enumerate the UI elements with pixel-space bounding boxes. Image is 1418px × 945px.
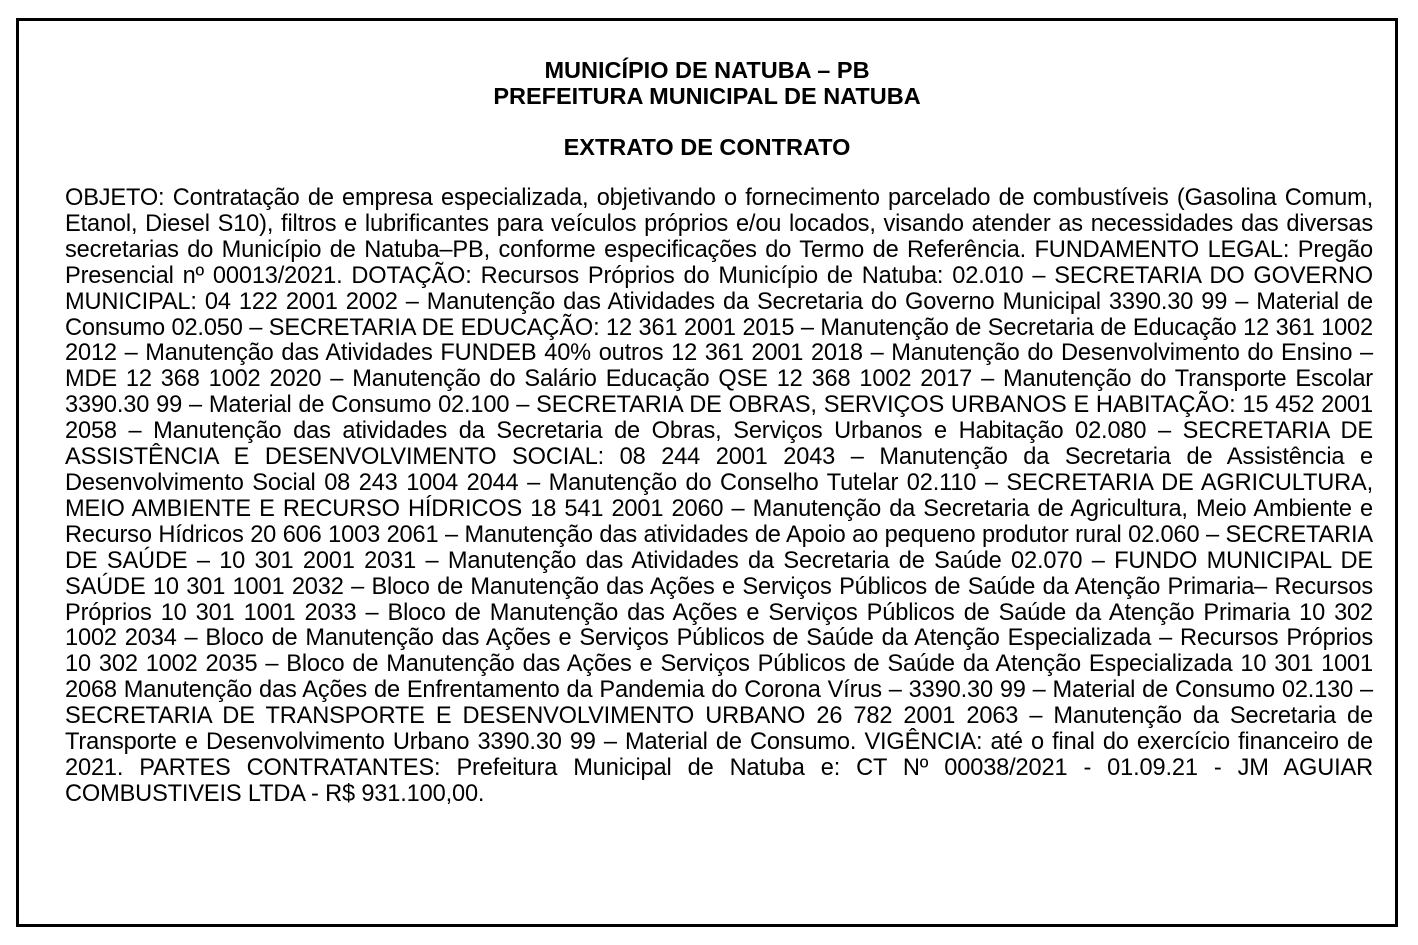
document-header [19,57,1395,109]
municipality-heading: MUNICÍPIO DE NATUBA – PB [544,57,870,83]
contract-extract-body: OBJETO: Contratação de empresa especializada, objetivando o fornecimento parcelado de combustíveis (Gasolina Comum, Etanol, Diesel S10), filtros e lubrificantes para veículos próprios e/ou locados, visando atender as necessidades das diversas secretarias do Município de Natuba–PB, conforme especificações do Termo de Referência. FUNDAMENTO LEGAL: Pregão Presencial nº 00013/2021. DOTAÇÃO: Recursos Próprios do Município de Natuba: 02.010 – SECRETARIA DO GOVERNO MUNICIPAL: 04 122 2001 2002 – Manutenção das Atividades da Secretaria do Governo Municipal 3390.30 99 – Material de Consumo 02.050 – SECRETARIA DE EDUCAÇÃO: 12 361 2001 2015 – Manutenção de Secretaria de Educação 12 361 1002 2012 – Manutenção das Atividades FUNDEB 40% outros 12 361 2001 2018 – Manutenção do Desenvolvimento do Ensino – MDE 12 368 1002 2020 – Manutenção do Salário Educação QSE 12 368 1002 2017 – Manutenção do Transporte Escolar 3390.30 99 – Material de Consumo 02.100 – SECRETARIA DE OBRAS, SERVIÇOS URBANOS E HABITAÇÃO: 15 452 2001 2058 – Manutenção das atividades da Secretaria de Obras, Serviços Urbanos e Habitação 02.080 – SECRETARIA DE ASSISTÊNCIA E DESENVOLVIMENTO SOCIAL: 08 244 2001 2043 – Manutenção da Secretaria de Assistência e Desenvolvimento Social 08 243 1004 2044 – Manutenção do Conselho Tutelar 02.110 – SECRETARIA DE AGRICULTURA, MEIO AMBIENTE E RECURSO HÍDRICOS 18 541 2001 2060 – Manutenção da Secretaria de Agricultura, Meio Ambiente e Recurso Hídricos 20 606 1003 2061 – Manutenção das atividades de Apoio ao pequeno produtor rural 02.060 – SECRETARIA DE SAÚDE – 10 301 2001 2031 – Manutenção das Atividades da Secretaria de Saúde 02.070 – FUNDO MUNICIPAL DE SAÚDE 10 301 1001 2032 – Bloco de Manutenção das Ações e Serviços Públicos de Saúde da Atenção Primaria– Recursos Próprios 10 301 1001 2033 – Bloco de Manutenção das Ações e Serviços Públicos de Saúde da Atenção Primaria 10 302 1002 2034 – Bloco de Manutenção das Ações e Serviços Públicos de Saúde da Atenção Especializada – Recursos Próprios 10 302 1002 2035 – Bloco de Manutenção das Ações e Serviços Públicos de Saúde da Atenção Especializada 10 301 1001 2068 Manutenção das Ações de Enfrentamento da Pandemia do Corona Vírus – 3390.30 99 – Material de Consumo 02.130 – SECRETARIA DE TRANSPORTE E DESENVOLVIMENTO URBANO 26 782 2001 2063 – Manutenção da Secretaria de Transporte e Desenvolvimento Urbano 3390.30 99 – Material de Consumo. VIGÊNCIA: até o final do exercício financeiro de 2021. PARTES CONTRATANTES: Prefeitura Municipal de Natuba e: CT Nº 00038/2021 - 01.09.21 - JM AGUIAR COMBUSTIVEIS LTDA - R$ 931.100,00. [65,185,1373,807]
document-frame [16,18,1398,927]
prefecture-heading: PREFEITURA MUNICIPAL DE NATUBA [493,83,921,109]
document-title: EXTRATO DE CONTRATO [563,134,851,160]
